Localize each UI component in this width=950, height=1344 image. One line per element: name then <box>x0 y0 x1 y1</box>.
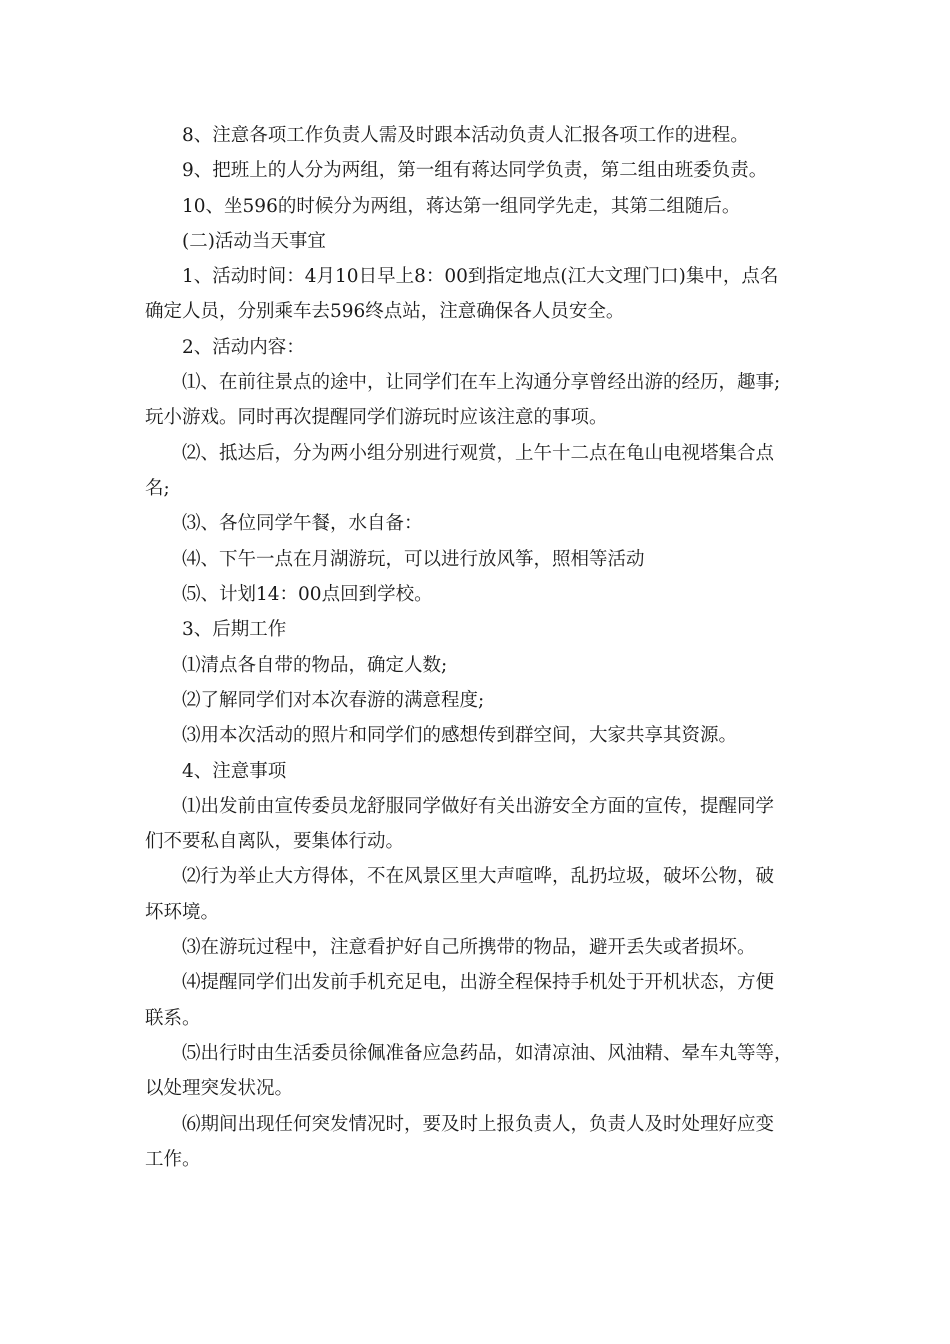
paragraph-line: ⑶在游玩过程中，注意看护好自己所携带的物品，避开丢失或者损坏。 <box>182 937 756 958</box>
paragraph-line: 以处理突发状况。 <box>145 1078 294 1099</box>
paragraph-line: ⑴清点各自带的物品，确定人数; <box>182 655 448 676</box>
paragraph-line: 玩小游戏。同时再次提醒同学们游玩时应该注意的事项。 <box>145 407 608 428</box>
paragraph-line: ⑴、在前往景点的途中，让同学们在车上沟通分享曾经出游的经历，趣事; <box>182 372 781 393</box>
paragraph-line: 9、把班上的人分为两组，第一组有蒋达同学负责，第二组由班委负责。 <box>182 160 768 181</box>
section-heading: 4、注意事项 <box>182 761 287 782</box>
paragraph-line: 们不要私自离队，要集体行动。 <box>145 831 405 852</box>
section-heading: (二)活动当天事宜 <box>182 231 326 252</box>
paragraph-line: 工作。 <box>145 1149 201 1170</box>
paragraph-line: ⑷提醒同学们出发前手机充足电，出游全程保持手机处于开机状态，方便 <box>182 972 775 993</box>
paragraph-line: 10、坐596的时候分为两组，蒋达第一组同学先走，其第二组随后。 <box>182 196 741 217</box>
paragraph-line: ⑶、各位同学午餐，水自备： <box>182 513 423 534</box>
paragraph-line: ⑵、抵达后，分为两小组分别进行观赏，上午十二点在龟山电视塔集合点 <box>182 443 775 464</box>
section-heading: 3、后期工作 <box>182 619 287 640</box>
paragraph-line: 1、活动时间：4月10日早上8：00到指定地点(江大文理门口)集中，点名 <box>182 266 779 287</box>
paragraph-line: ⑹期间出现任何突发情况时，要及时上报负责人，负责人及时处理好应变 <box>182 1114 775 1135</box>
paragraph-line: ⑶用本次活动的照片和同学们的感想传到群空间，大家共享其资源。 <box>182 725 738 746</box>
paragraph-line: ⑵了解同学们对本次春游的满意程度; <box>182 690 485 711</box>
paragraph-line: ⑸、计划14：00点回到学校。 <box>182 584 433 605</box>
paragraph-line: 坏环境。 <box>145 902 220 923</box>
paragraph-line: ⑴出发前由宣传委员龙舒服同学做好有关出游安全方面的宣传，提醒同学 <box>182 796 775 817</box>
paragraph-line: ⑷、下午一点在月湖游玩，可以进行放风筝，照相等活动 <box>182 549 645 570</box>
paragraph-line: 名; <box>145 478 170 499</box>
paragraph-line: 8、注意各项工作负责人需及时跟本活动负责人汇报各项工作的进程。 <box>182 125 749 146</box>
paragraph-line: ⑸出行时由生活委员徐佩准备应急药品，如清凉油、风油精、晕车丸等等， <box>182 1043 793 1064</box>
paragraph-line: 确定人员，分别乘车去596终点站，注意确保各人员安全。 <box>145 301 625 322</box>
paragraph-line: 2、活动内容： <box>182 337 305 358</box>
paragraph-line: ⑵行为举止大方得体，不在风景区里大声喧哗，乱扔垃圾，破坏公物，破 <box>182 866 775 887</box>
paragraph-line: 联系。 <box>145 1008 201 1029</box>
